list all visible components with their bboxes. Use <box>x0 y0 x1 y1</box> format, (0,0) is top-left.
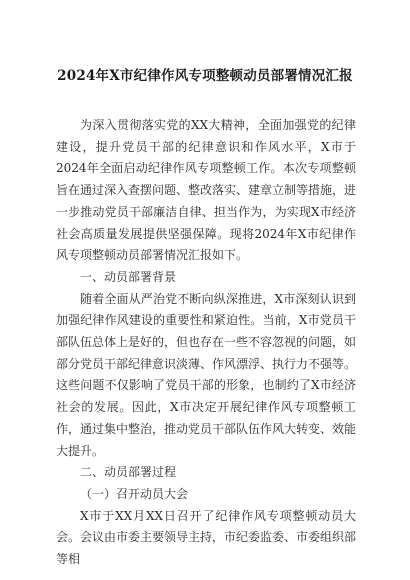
intro-paragraph: 为深入贯彻落实党的XX大精神，全面加强党的纪律建设，提升党员干部的纪律意识和作风水平，X市于2024年全面启动纪律作风专项整顿工作。本次专项整顿旨在通过深入查摆问题、整改落实、建章立制等措施，进一步推动党员干部廉洁自律、担当作为，为实现X市经济社会高质量发展提供坚强保障。现将2024年X市纪律作风专项整顿动员部署情况汇报如下。 <box>56 118 357 263</box>
section-heading-background: 一、动员部署背景 <box>80 269 177 284</box>
meeting-paragraph: X市于XX月XX日召开了纪律作风专项整顿动员大会。会议由市委主要领导主持，市纪委监委、市委组织部等相 <box>56 508 357 567</box>
document-body <box>56 115 356 571</box>
background-paragraph: 随着全面从严治党不断向纵深推进，X市深刻认识到加强纪律作风建设的重要性和紧迫性。当前，X市党员干部队伍总体上是好的，但也存在一些不容忽视的问题，如部分党员干部纪律意识淡薄、作风漂浮、执行力不强等。这些问题不仅影响了党员干部的形象，也制约了X市经济社会的发展。因此，X市决定开展纪律作风专项整顿工作，通过集中整治，推动党员干部队伍作风大转变、效能大提升。 <box>56 291 357 458</box>
subsection-heading-meeting: （一）召开动员大会 <box>80 486 189 501</box>
document-title: 2024年X市纪律作风专项整顿动员部署情况汇报 <box>57 68 353 84</box>
section-heading-process: 二、动员部署过程 <box>80 465 177 480</box>
